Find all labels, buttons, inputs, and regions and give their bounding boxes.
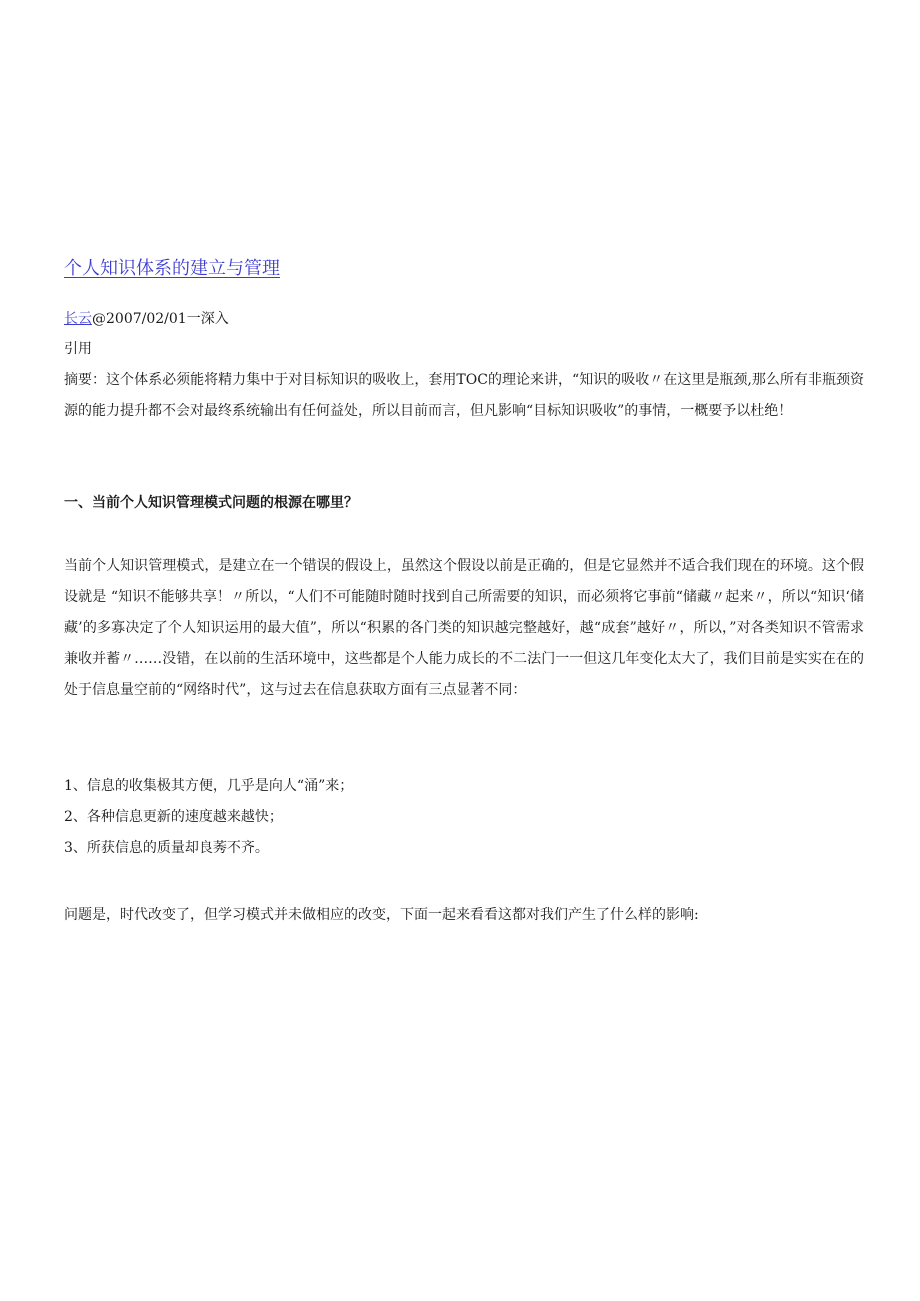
list-item: 3、所获信息的质量却良莠不齐。 [64,840,269,856]
body-paragraph: 当前个人知识管理模式，是建立在一个错误的假设上，虽然这个假设以前是正确的，但是它显然并不适合我们现在的环境。这个假设就是 “知识不能够共享！〃所以，“人们不可能随时随时找到自己所需要的知识，而必须将它事前“储藏〃起来〃，所以“知识‘储藏’的多寡决定了个人知识运用的最大值”，所以“积累的各门类的知识越完整越好，越“成套”越好〃，所以，”对各类知识不管需求兼收并蓄〃……没错，在以前的生活环境中，这些都是个人能力成长的不二法门一一但这几年变化太大了，我们目前是实实在在的处于信息量空前的“网络时代”，这与过去在信息获取方面有三点显著不同： [64,558,864,698]
section-heading: 一、当前个人知识管理模式问题的根源在哪里？ [64,495,358,511]
article-title-link[interactable]: 个人知识体系的建立与管理 [64,258,280,279]
list-item: 2、各种信息更新的速度越来越快； [64,809,283,825]
byline-date: @2007/02/01一深入 [92,311,229,327]
list-item: 1、信息的收集极其方便，几乎是向人“涌”来； [64,778,354,794]
numbered-list [64,771,864,864]
byline [64,308,229,330]
author-link[interactable]: 长云 [64,311,92,327]
quote-label: 引用 [64,341,92,357]
closing-paragraph: 问题是，时代改变了，但学习模式并未做相应的改变，下面一起来看看这都对我们产生了什么样的影响: [64,907,699,923]
abstract-paragraph: 摘要：这个体系必须能将精力集中于对目标知识的吸收上，套用TOC的理论来讲，“知识的吸收〃在这里是瓶颈,那么所有非瓶颈资源的能力提升都不会对最终系统输出有任何益处，所以目前而言，但凡影响“目标知识吸收”的事情，一概要予以杜绝！ [64,372,864,419]
document-page [64,0,864,1301]
